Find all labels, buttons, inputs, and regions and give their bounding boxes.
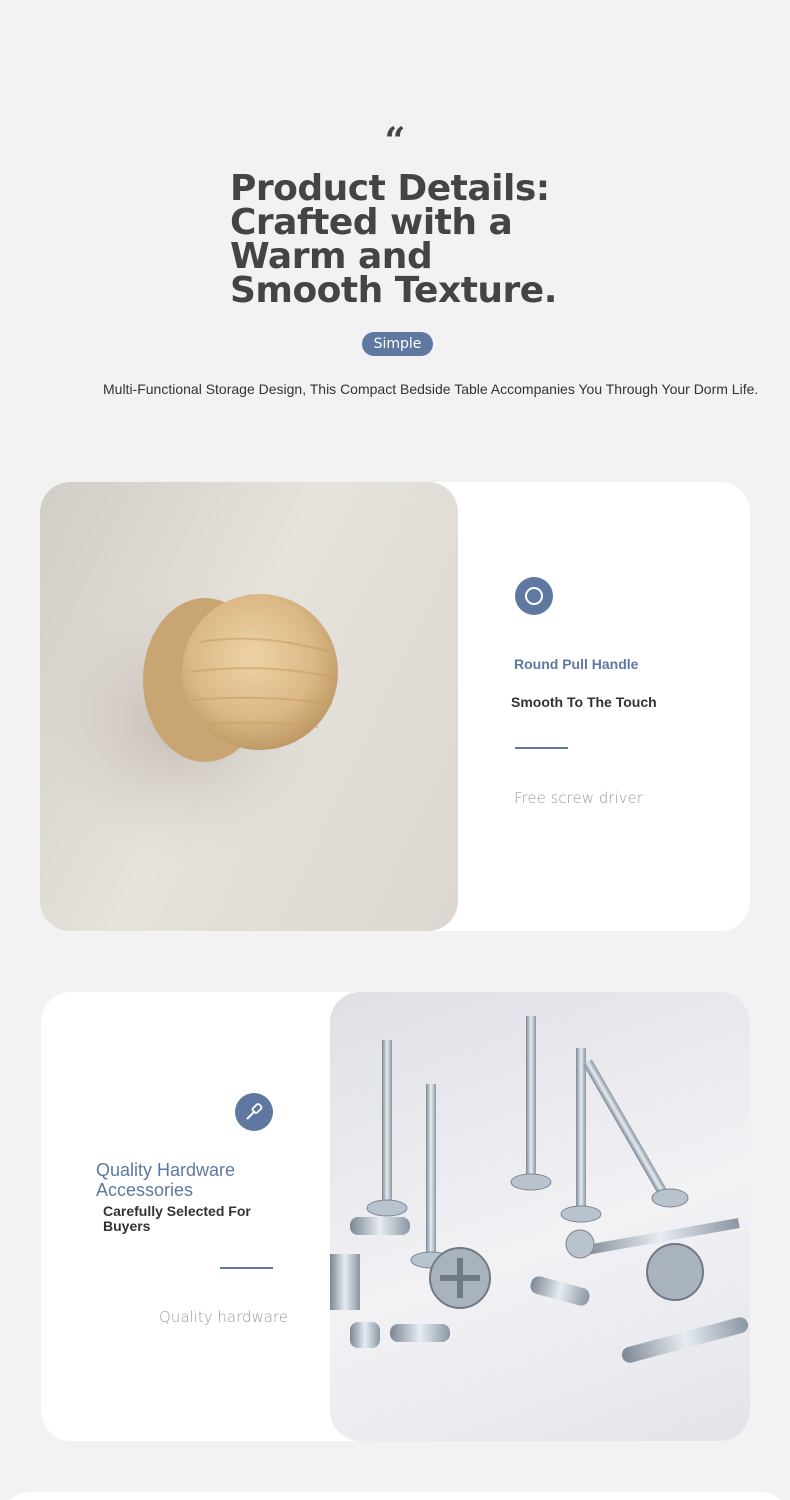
handle-feature-card — [40, 482, 750, 931]
screwdriver-icon — [235, 1093, 273, 1131]
screws-photo — [330, 992, 750, 1441]
hardware-title: Quality Hardware Accessories — [96, 1160, 236, 1200]
handle-subtitle: Smooth To The Touch — [511, 694, 657, 710]
page-subtitle: Multi-Functional Storage Design, This Compact Bedside Table Accompanies You Through Your Dorm Life. — [103, 381, 759, 397]
quote-mark-icon: “ — [384, 120, 406, 162]
hardware-feature-card — [41, 992, 750, 1441]
handle-note: Free screw driver — [514, 789, 643, 807]
handle-title: Round Pull Handle — [514, 656, 639, 672]
page-title: Product Details: Crafted with a Warm and Smooth Texture. — [230, 168, 557, 311]
hardware-subtitle: Carefully Selected For Buyers — [103, 1203, 251, 1234]
ring-icon — [515, 577, 553, 615]
wooden-knob-photo — [40, 482, 458, 931]
style-badge: Simple — [362, 332, 433, 356]
divider — [515, 747, 568, 749]
next-section-card — [0, 1492, 790, 1500]
divider — [220, 1267, 273, 1269]
hardware-note: Quality hardware — [159, 1308, 289, 1326]
